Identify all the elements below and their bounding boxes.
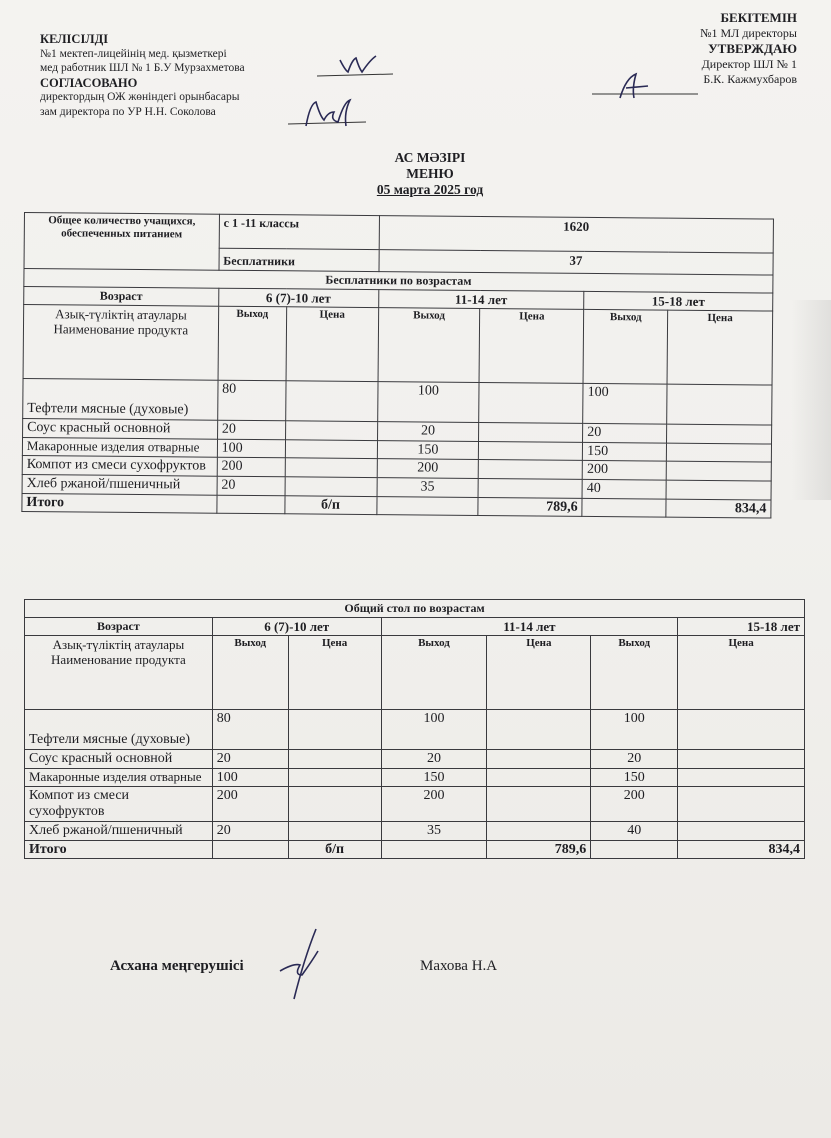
- product-name: Компот из смеси сухофруктов: [22, 455, 217, 476]
- output-value: 200: [212, 787, 288, 822]
- total-spacer: [376, 497, 478, 516]
- total-spacer: [217, 495, 285, 514]
- output-value: 20: [212, 822, 288, 841]
- product-name: Хлеб ржаной/пшеничный: [25, 822, 213, 841]
- product-name: Макаронные изделия отварные: [22, 437, 217, 457]
- price-cell: [678, 710, 805, 750]
- product-name-header: Азық-түліктің атаулары Наименование продукта: [25, 636, 213, 710]
- approval-left-line6: зам директора по УР Н.Н. Соколова: [40, 105, 216, 118]
- output-value: 40: [582, 479, 666, 499]
- price-cell: [288, 750, 381, 769]
- approval-left-line1: КЕЛІСІЛДІ: [40, 32, 109, 46]
- product-name: Тефтели мясные (духовые): [23, 378, 218, 420]
- output-value: 20: [583, 423, 667, 443]
- output-header: Выход: [378, 308, 480, 383]
- director-signature-icon: [590, 70, 700, 102]
- price-cell: [678, 822, 805, 841]
- table-row: [23, 378, 772, 425]
- output-value: 100: [212, 769, 288, 787]
- age-group-1: 6 (7)-10 лет: [218, 288, 378, 307]
- summary-label: Общее количество учащихся, обеспеченных питанием: [24, 213, 219, 271]
- price-cell: [288, 822, 381, 841]
- output-value: 200: [381, 787, 487, 822]
- price-cell: [285, 440, 377, 459]
- table-row: [25, 750, 805, 769]
- price-cell: [487, 710, 591, 750]
- output-value: 20: [217, 420, 285, 440]
- summary-row1-label: с 1 -11 классы: [219, 214, 379, 249]
- approval-left-line5: директордың ОЖ жөніндегі орынбасары: [40, 91, 240, 103]
- total-spacer: [381, 841, 487, 859]
- product-name: Тефтели мясные (духовые): [25, 710, 213, 750]
- output-value: 20: [217, 476, 285, 496]
- approval-left-line3: мед работник ШЛ № 1 Б.У Мурзахметова: [40, 62, 245, 74]
- price-header: Цена: [667, 310, 773, 385]
- price-cell: [479, 422, 583, 442]
- price-cell: [288, 710, 381, 750]
- output-value: 150: [381, 769, 487, 787]
- approval-left-line2: №1 мектеп-лицейінің мед. қызметкері: [40, 47, 227, 60]
- output-value: 100: [591, 710, 678, 750]
- total-value-1: б/п: [285, 496, 377, 515]
- output-header: Выход: [218, 306, 287, 381]
- price-header: Цена: [487, 636, 591, 710]
- age-group-3: 15-18 лет: [678, 618, 805, 636]
- total-label: Итого: [22, 493, 217, 513]
- price-cell: [487, 787, 591, 822]
- cook-role: Асхана меңгерушісі: [110, 958, 244, 974]
- title-russian: МЕНЮ: [406, 166, 454, 181]
- table1-caption: Бесплатники по возрастам: [24, 269, 773, 294]
- output-value: 80: [212, 710, 288, 750]
- deputy-signature-icon: [286, 96, 371, 136]
- price-cell: [667, 424, 772, 444]
- menu-title: [0, 150, 831, 198]
- summary-row2-label: Бесплатники: [219, 248, 379, 271]
- price-cell: [678, 750, 805, 769]
- approval-right-line4: Директор ШЛ № 1: [701, 56, 797, 71]
- total-value-2: 789,6: [487, 841, 591, 859]
- price-cell: [487, 769, 591, 787]
- output-value: 150: [377, 441, 479, 460]
- price-cell: [285, 477, 377, 497]
- approval-right-line5: Б.К. Кажмухбаров: [703, 72, 797, 86]
- price-cell: [487, 750, 591, 769]
- output-header: Выход: [212, 636, 288, 710]
- approval-left-line4: СОГЛАСОВАНО: [40, 75, 138, 90]
- product-name: Соус красный основной: [23, 418, 218, 439]
- product-name: Компот из смеси сухофруктов: [25, 787, 213, 822]
- price-header: Цена: [288, 636, 381, 710]
- free-meals-table: [21, 212, 774, 519]
- price-cell: [678, 769, 805, 787]
- price-cell: [288, 769, 381, 787]
- total-spacer: [591, 841, 678, 859]
- product-name: Хлеб ржаной/пшеничный: [22, 474, 217, 495]
- total-value-1: б/п: [288, 841, 381, 859]
- menu-date: 05 марта 2025 год: [376, 182, 484, 197]
- price-cell: [667, 384, 772, 425]
- output-value: 40: [591, 822, 678, 841]
- age-group-2: 11-14 лет: [381, 618, 678, 636]
- price-header: Цена: [479, 308, 583, 383]
- total-label: Итого: [25, 841, 213, 859]
- table-row: [25, 787, 805, 822]
- general-meals-table: [24, 599, 805, 859]
- output-value: 35: [377, 478, 479, 498]
- age-group-3: 15-18 лет: [584, 291, 773, 311]
- output-value: 100: [217, 439, 285, 458]
- output-value: 35: [381, 822, 487, 841]
- price-cell: [285, 421, 377, 441]
- output-value: 100: [377, 382, 479, 423]
- table-row: [25, 710, 805, 750]
- output-value: 20: [377, 422, 479, 442]
- table-row: [25, 769, 805, 787]
- summary-row1-value: 1620: [379, 216, 774, 253]
- price-header: Цена: [678, 636, 805, 710]
- approval-right-line1: БЕКІТЕМІН: [720, 10, 797, 25]
- price-cell: [478, 478, 582, 498]
- output-value: 100: [583, 383, 667, 424]
- price-header: Цена: [286, 307, 379, 382]
- output-value: 200: [377, 459, 479, 479]
- price-cell: [666, 443, 771, 462]
- output-value: 80: [217, 380, 285, 421]
- age-header: Возраст: [25, 618, 213, 636]
- total-value-3: 834,4: [666, 499, 771, 518]
- output-value: 20: [381, 750, 487, 769]
- cook-name: Махова Н.А: [420, 958, 498, 974]
- summary-row2-value: 37: [379, 250, 774, 275]
- product-name: Соус красный основной: [25, 750, 213, 769]
- approval-right-line3: УТВЕРЖДАЮ: [708, 41, 797, 56]
- price-cell: [288, 787, 381, 822]
- price-cell: [479, 459, 583, 479]
- output-value: 20: [591, 750, 678, 769]
- output-value: 200: [591, 787, 678, 822]
- approval-block-right: [700, 10, 797, 88]
- output-header: Выход: [381, 636, 487, 710]
- table-row: [25, 822, 805, 841]
- output-value: 20: [212, 750, 288, 769]
- title-kazakh: АС МӘЗІРІ: [394, 150, 466, 165]
- total-value-3: 834,4: [678, 841, 805, 859]
- table2-caption: Общий стол по возрастам: [25, 600, 805, 618]
- output-value: 150: [583, 442, 667, 461]
- product-name: Макаронные изделия отварные: [25, 769, 213, 787]
- approval-block-left: [40, 32, 245, 119]
- output-value: 100: [381, 710, 487, 750]
- price-cell: [285, 381, 377, 422]
- price-cell: [666, 480, 771, 500]
- price-cell: [479, 382, 583, 423]
- price-cell: [479, 441, 583, 460]
- output-value: 200: [582, 460, 666, 480]
- age-header: Возраст: [24, 287, 219, 307]
- cook-signature-icon: [272, 925, 332, 1005]
- price-cell: [678, 787, 805, 822]
- approval-right-line2: №1 МЛ директоры: [700, 25, 797, 40]
- output-value: 200: [217, 457, 285, 477]
- total-row: [25, 841, 805, 859]
- price-cell: [666, 461, 771, 481]
- age-group-1: 6 (7)-10 лет: [212, 618, 381, 636]
- output-header: Выход: [583, 309, 668, 384]
- product-name-header: Азық-түліктің атаулары Наименование продукта: [23, 305, 218, 381]
- total-value-2: 789,6: [478, 497, 582, 516]
- output-value: 150: [591, 769, 678, 787]
- total-spacer: [582, 498, 666, 517]
- price-cell: [285, 458, 377, 478]
- price-cell: [487, 822, 591, 841]
- output-header: Выход: [591, 636, 678, 710]
- medic-signature-icon: [315, 50, 395, 82]
- total-spacer: [212, 841, 288, 859]
- age-group-2: 11-14 лет: [378, 290, 584, 310]
